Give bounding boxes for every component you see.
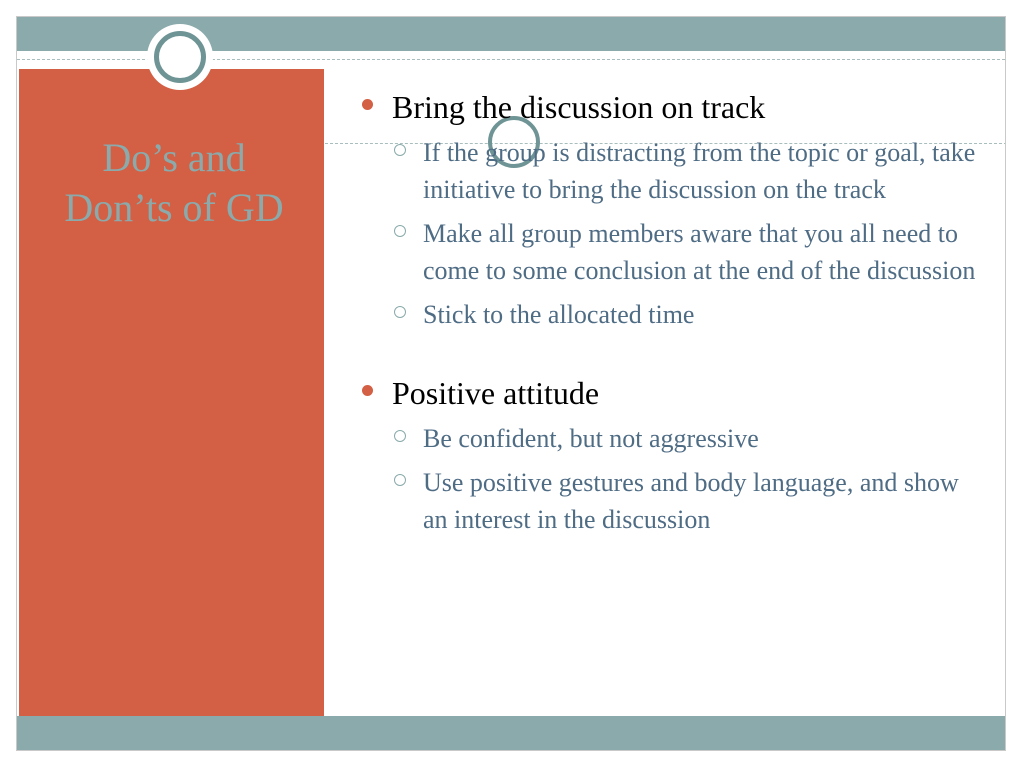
ring-bullet-icon	[394, 474, 406, 486]
sub-bullet-item	[392, 464, 979, 538]
ring-icon	[154, 31, 206, 83]
slide-frame	[16, 16, 1006, 751]
bottom-band	[17, 716, 1005, 750]
slide-content	[359, 87, 979, 545]
sub-bullet-item	[392, 134, 979, 208]
sub-bullet-text: Stick to the allocated time	[423, 300, 695, 329]
bullet-item	[359, 373, 979, 538]
ring-bullet-icon	[394, 225, 406, 237]
ring-bullet-icon	[394, 306, 406, 318]
sub-bullet-text: Use positive gestures and body language, and show an interest in the discussion	[423, 468, 959, 534]
ring-bullet-icon	[394, 430, 406, 442]
sub-bullet-item	[392, 215, 979, 289]
sub-bullet-text: Be confident, but not aggressive	[423, 424, 759, 453]
sub-bullet-list	[392, 420, 979, 538]
sub-bullet-item	[392, 296, 979, 333]
sub-bullet-text: If the group is distracting from the topic or goal, take initiative to bring the discussion on the track	[423, 138, 976, 204]
sub-bullet-item	[392, 420, 979, 457]
bullet-text: Bring the discussion on track	[392, 89, 766, 125]
slide-title: Do’s and Don’ts of GD	[64, 135, 284, 230]
decorative-circle-large	[147, 24, 213, 90]
sub-bullet-text: Make all group members aware that you all need to come to some conclusion at the end of the discussion	[423, 219, 976, 285]
sub-bullet-list	[392, 134, 979, 333]
bullet-text: Positive attitude	[392, 375, 600, 411]
ring-bullet-icon	[394, 144, 406, 156]
bullet-dot-icon	[362, 385, 373, 396]
bullet-item	[359, 87, 979, 333]
title-panel	[19, 69, 324, 716]
bullet-dot-icon	[362, 99, 373, 110]
bullet-list	[359, 87, 979, 538]
